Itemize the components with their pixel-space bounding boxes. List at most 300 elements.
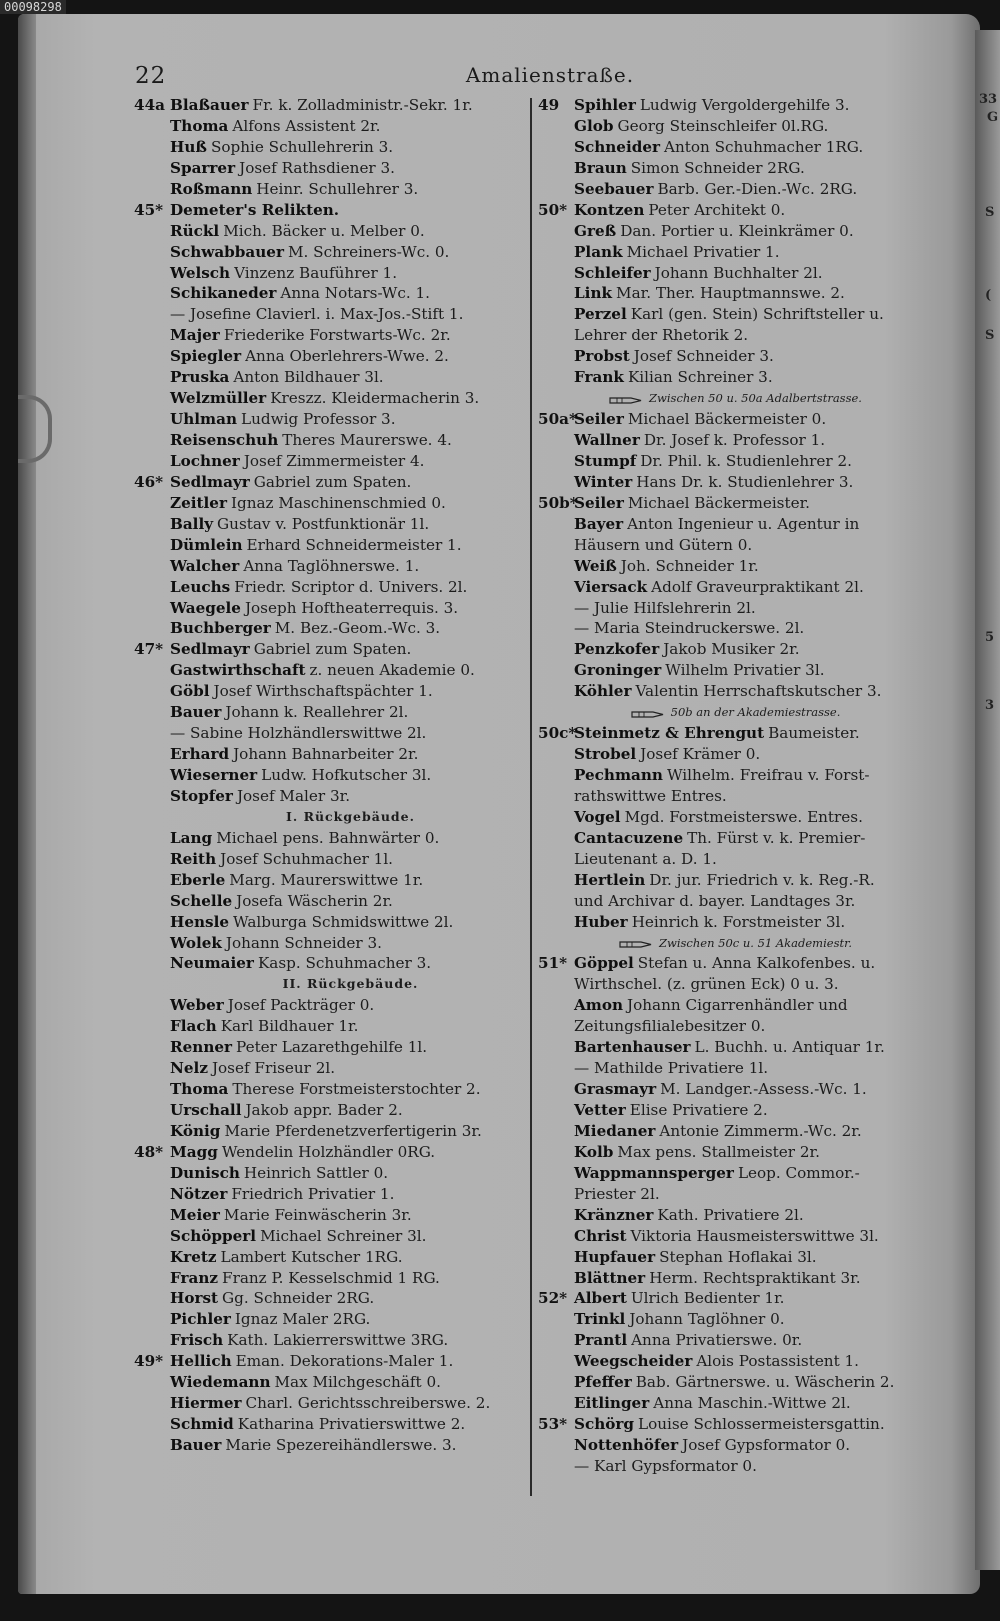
resident-details: Friederike Forstwarts-Wc. 2r.	[223, 326, 451, 345]
resident-details: Kath. Privatiere 2l.	[657, 1205, 804, 1224]
resident-details: Bab. Gärtnerswe. u. Wäscherin 2.	[635, 1373, 895, 1392]
directory-entry	[134, 1309, 527, 1330]
resident-name: Strobel	[574, 745, 637, 764]
directory-entry	[538, 283, 933, 304]
resident-details: Elise Privatiere 2.	[629, 1101, 768, 1119]
resident-details: Johann Buchhalter 2l.	[654, 263, 823, 282]
directory-entry	[538, 598, 933, 619]
resident-name: Nelz	[170, 1059, 208, 1078]
resident-details: Walburga Schmidswittwe 2l.	[233, 912, 454, 931]
directory-entry	[538, 1309, 933, 1330]
right-column	[538, 95, 933, 1477]
resident-name: Huber	[574, 912, 628, 931]
directory-entry	[538, 95, 933, 116]
directory-entry	[134, 1226, 527, 1247]
resident-details: Wilhelm Privatier 3l.	[665, 661, 825, 680]
resident-name: Greß	[574, 221, 617, 240]
resident-details: Michael Bäckermeister 0.	[627, 410, 827, 429]
directory-entry	[538, 493, 933, 514]
directory-entry	[134, 409, 527, 430]
resident-details: Josef Gypsformator 0.	[682, 1436, 851, 1454]
directory-entry	[134, 472, 527, 493]
directory-entry	[134, 1163, 527, 1184]
resident-details: Joseph Hoftheaterrequis. 3.	[244, 598, 459, 617]
resident-name: Probst	[574, 347, 630, 366]
resident-name: Weber	[170, 996, 224, 1015]
directory-entry	[538, 1435, 933, 1456]
directory-entry	[134, 493, 527, 514]
directory-entry	[134, 388, 527, 409]
resident-details: Hans Dr. k. Studienlehrer 3.	[636, 472, 854, 491]
directory-entry	[134, 535, 527, 556]
resident-name: Neumaier	[170, 954, 254, 973]
directory-entry	[134, 1393, 527, 1414]
resident-name: Link	[574, 284, 613, 303]
directory-entry	[134, 346, 527, 367]
directory-entry	[538, 639, 933, 660]
resident-details: Alfons Assistent 2r.	[232, 116, 381, 135]
resident-name: Hupfauer	[574, 1247, 656, 1266]
directory-entry	[134, 1414, 527, 1435]
house-number: 52*	[538, 1289, 568, 1308]
directory-entry	[538, 514, 933, 535]
directory-entry	[538, 535, 933, 556]
resident-details: Eman. Dekorations-Maler 1.	[235, 1352, 454, 1371]
resident-details: Michael Schreiner 3l.	[260, 1226, 427, 1245]
resident-name: Viersack	[574, 577, 648, 596]
scan-id: 00098298	[0, 0, 66, 14]
resident-name: Lochner	[170, 451, 240, 470]
directory-entry	[538, 137, 933, 158]
directory-entry	[538, 304, 933, 325]
margin-char: 33	[979, 92, 998, 107]
directory-entry	[134, 702, 527, 723]
directory-entry	[538, 472, 933, 493]
margin-char: G	[987, 110, 999, 125]
house-number: 47*	[134, 640, 164, 659]
resident-details: Dr. Phil. k. Studienlehrer 2.	[640, 451, 852, 470]
resident-details: Karl Bildhauer 1r.	[220, 1017, 359, 1036]
resident-name: Schörg	[574, 1415, 635, 1434]
resident-details: Alois Postassistent 1.	[696, 1352, 860, 1371]
margin-char: S	[985, 328, 995, 343]
resident-details: Herm. Rechtspraktikant 3r.	[649, 1268, 861, 1287]
resident-details: Johann Schneider 3.	[225, 933, 382, 952]
resident-name: Franz	[170, 1268, 219, 1287]
resident-details: — Mathilde Privatiere 1l.	[574, 1059, 769, 1078]
cross-street-note	[538, 702, 933, 723]
directory-entry	[134, 1184, 527, 1205]
resident-details: Georg Steinschleifer 0l.RG.	[617, 116, 829, 135]
resident-name: Meier	[170, 1205, 220, 1224]
resident-details: Stephan Hoflakai 3l.	[659, 1247, 817, 1266]
section-subheading: I. Rückgebäude.	[286, 808, 415, 824]
resident-details: Peter Architekt 0.	[648, 200, 786, 219]
resident-name: Göbl	[170, 682, 210, 701]
resident-name: Wappmannsperger	[574, 1163, 734, 1182]
resident-details: z. neuen Akademie 0.	[309, 661, 475, 680]
resident-details: — Maria Steindruckerswe. 2l.	[574, 619, 805, 638]
resident-name: Wiedemann	[170, 1373, 271, 1392]
resident-details: Mar. Ther. Hauptmannswe. 2.	[616, 284, 845, 303]
resident-name: Seiler	[574, 410, 624, 429]
directory-entry	[134, 765, 527, 786]
resident-name: Prantl	[574, 1331, 628, 1350]
resident-details: Kasp. Schuhmacher 3.	[257, 954, 432, 973]
resident-name: Thoma	[170, 1080, 229, 1099]
directory-entry	[134, 1205, 527, 1226]
directory-entry	[538, 1163, 933, 1184]
resident-details: Michael Privatier 1.	[626, 242, 780, 261]
house-number: 48*	[134, 1142, 164, 1161]
margin-char: 3	[985, 698, 995, 713]
directory-entry	[134, 1330, 527, 1351]
directory-entry	[538, 660, 933, 681]
resident-name: Magg	[170, 1142, 218, 1161]
directory-entry	[538, 158, 933, 179]
directory-entry	[134, 137, 527, 158]
resident-details: Anna Maschin.-Wittwe 2l.	[653, 1394, 851, 1413]
resident-name: Wolek	[170, 933, 222, 952]
section-subheading: II. Rückgebäude.	[282, 976, 419, 992]
directory-entry	[134, 1121, 527, 1142]
resident-details: Katharina Privatierswittwe 2.	[237, 1415, 466, 1434]
resident-details: Max Milchgeschäft 0.	[274, 1373, 441, 1392]
resident-name: Walcher	[170, 556, 240, 575]
resident-name: Dunisch	[170, 1163, 240, 1182]
resident-details: Anton Schuhmacher 1RG.	[664, 137, 864, 156]
resident-name: Zeitler	[170, 493, 227, 512]
resident-details: M. Schreiners-Wc. 0.	[287, 242, 450, 261]
resident-name: Kontzen	[574, 200, 645, 219]
resident-details: Lieutenant a. D. 1.	[574, 849, 717, 868]
directory-entry	[134, 200, 527, 221]
resident-details: Ignaz Maschinenschmied 0.	[230, 493, 446, 512]
resident-details: Josef Wirthschaftspächter 1.	[213, 682, 433, 701]
resident-details: Peter Lazarethgehilfe 1l.	[236, 1038, 428, 1057]
resident-name: Braun	[574, 158, 627, 177]
directory-entry	[134, 723, 527, 744]
resident-details: Marie Pferdenetzverfertigerin 3r.	[224, 1121, 482, 1140]
directory-entry	[134, 263, 527, 284]
resident-name: Trinkl	[574, 1310, 626, 1329]
resident-name: Urschall	[170, 1101, 242, 1119]
directory-entry	[134, 618, 527, 639]
resident-details: Dan. Portier u. Kleinkrämer 0.	[620, 221, 854, 240]
resident-name: Sedlmayr	[170, 472, 250, 491]
directory-entry	[134, 744, 527, 765]
resident-details: Friedr. Scriptor d. Univers. 2l.	[234, 577, 468, 596]
resident-details: Lehrer der Rhetorik 2.	[574, 326, 749, 345]
resident-name: Winter	[574, 472, 633, 491]
directory-entry	[134, 95, 527, 116]
resident-name: Reisenschuh	[170, 431, 279, 449]
resident-name: Köhler	[574, 682, 632, 701]
house-number: 46*	[134, 472, 164, 491]
resident-details: Gabriel zum Spaten.	[253, 472, 412, 491]
directory-entry	[538, 744, 933, 765]
cross-street-text: Zwischen 50 u. 50a Adalbertstrasse.	[649, 391, 862, 406]
resident-details: Josef Friseur 2l.	[211, 1059, 336, 1078]
cross-street-note	[538, 388, 933, 409]
resident-details: Gustav v. Postfunktionär 1l.	[217, 514, 430, 533]
resident-name: Kolb	[574, 1142, 614, 1161]
house-number: 51*	[538, 954, 568, 973]
resident-details: M. Landger.-Assess.-Wc. 1.	[660, 1080, 867, 1099]
directory-entry	[538, 221, 933, 242]
resident-details: — Sabine Holzhändlerswittwe 2l.	[170, 724, 427, 743]
directory-entry	[538, 409, 933, 430]
directory-entry	[538, 1121, 933, 1142]
resident-details: Joh. Schneider 1r.	[620, 556, 759, 575]
house-number: 53*	[538, 1415, 568, 1434]
resident-name: Bally	[170, 514, 214, 533]
directory-entry	[538, 786, 933, 807]
resident-details: Kath. Lakierrerswittwe 3RG.	[227, 1331, 449, 1350]
directory-entry	[134, 1037, 527, 1058]
resident-name: Blaßauer	[170, 96, 249, 114]
resident-details: Josef Schneider 3.	[633, 347, 774, 366]
resident-details: Viktoria Hausmeisterswittwe 3l.	[630, 1226, 879, 1245]
directory-entry	[134, 577, 527, 598]
resident-name: Dümlein	[170, 535, 243, 554]
resident-name: Nottenhöfer	[574, 1436, 679, 1454]
resident-name: Bauer	[170, 703, 222, 722]
directory-entry	[538, 953, 933, 974]
resident-name: Hiermer	[170, 1394, 242, 1413]
directory-entry	[134, 367, 527, 388]
directory-entry	[134, 870, 527, 891]
resident-name: Rückl	[170, 221, 220, 240]
directory-entry	[134, 158, 527, 179]
directory-entry	[134, 681, 527, 702]
directory-entry	[538, 1184, 933, 1205]
resident-name: Christ	[574, 1226, 627, 1245]
directory-entry	[538, 807, 933, 828]
resident-details: Stefan u. Anna Kalkofenbes. u.	[637, 954, 876, 973]
directory-entry	[538, 1142, 933, 1163]
directory-entry	[538, 912, 933, 933]
resident-details: Louise Schlossermeistersgattin.	[638, 1415, 885, 1434]
resident-name: Kretz	[170, 1247, 217, 1266]
directory-entry	[538, 1372, 933, 1393]
directory-entry	[538, 367, 933, 388]
house-number: 50c*	[538, 724, 577, 743]
resident-details: Wilhelm. Freifrau v. Forst-	[666, 766, 870, 784]
resident-name: Flach	[170, 1017, 217, 1036]
resident-name: Waegele	[170, 598, 241, 617]
directory-entry	[134, 1058, 527, 1079]
resident-name: Eitlinger	[574, 1394, 650, 1413]
resident-name: Schöpperl	[170, 1226, 257, 1245]
resident-details: Johann Cigarrenhändler und	[627, 996, 848, 1015]
directory-entry	[538, 1100, 933, 1121]
resident-details: Gabriel zum Spaten.	[253, 640, 412, 659]
resident-details: Anna Oberlehrers-Wwe. 2.	[245, 347, 449, 366]
resident-details: — Josefine Clavierl. i. Max-Jos.-Stift 1.	[170, 305, 464, 324]
directory-entry	[538, 891, 933, 912]
resident-name: Horst	[170, 1289, 219, 1308]
resident-name: Cantacuzene	[574, 828, 684, 847]
directory-entry	[538, 1247, 933, 1268]
resident-details: und Archivar d. bayer. Landtages 3r.	[574, 891, 856, 910]
resident-details: Josef Krämer 0.	[640, 745, 761, 764]
resident-name: Frisch	[170, 1331, 224, 1350]
directory-entry	[134, 1247, 527, 1268]
resident-name: Stopfer	[170, 786, 233, 805]
resident-name: Uhlman	[170, 410, 238, 429]
directory-entry	[134, 953, 527, 974]
resident-details: — Julie Hilfslehrerin 2l.	[574, 598, 756, 617]
resident-details: Sophie Schullehrerin 3.	[210, 137, 394, 156]
resident-details: Priester 2l.	[574, 1184, 660, 1203]
resident-details: Josef Maler 3r.	[236, 786, 351, 805]
directory-entry	[134, 325, 527, 346]
resident-details: Therese Forstmeisterstochter 2.	[232, 1080, 481, 1099]
page-header	[135, 63, 965, 89]
resident-name: Majer	[170, 326, 220, 345]
directory-entry	[538, 577, 933, 598]
resident-name: Bayer	[574, 514, 624, 533]
resident-details: Th. Fürst v. k. Premier-	[687, 828, 866, 847]
directory-entry	[134, 828, 527, 849]
resident-name: Weegscheider	[574, 1352, 693, 1371]
resident-details: rathswittwe Entres.	[574, 786, 727, 805]
column-divider	[530, 98, 532, 1496]
directory-entry	[134, 430, 527, 451]
resident-details: Franz P. Kesselschmid 1 RG.	[222, 1268, 440, 1287]
resident-name: Welsch	[170, 263, 231, 282]
street-title: Amalienstraße.	[465, 63, 635, 87]
resident-name: Buchberger	[170, 619, 271, 638]
resident-details: Heinr. Schullehrer 3.	[256, 179, 419, 198]
directory-entry	[134, 849, 527, 870]
margin-char: 5	[985, 630, 995, 645]
resident-details: Marie Spezereihändlerswe. 3.	[225, 1436, 457, 1454]
resident-details: Fr. k. Zolladministr.-Sekr. 1r.	[252, 96, 473, 114]
resident-name: Stumpf	[574, 451, 637, 470]
resident-details: Ludwig Professor 3.	[241, 410, 396, 429]
directory-entry	[134, 912, 527, 933]
resident-name: Vogel	[574, 807, 621, 826]
directory-entry	[538, 849, 933, 870]
directory-entry	[538, 1456, 933, 1477]
directory-entry	[538, 263, 933, 284]
resident-details: Johann Taglöhner 0.	[629, 1310, 785, 1329]
resident-details: Anna Taglöhnerswe. 1.	[243, 556, 420, 575]
resident-name: Pechmann	[574, 766, 663, 784]
resident-details: Jakob Musiker 2r.	[663, 640, 800, 659]
resident-name: Penzkofer	[574, 640, 660, 659]
house-number: 49	[538, 96, 560, 114]
directory-entry	[134, 933, 527, 954]
directory-entry	[538, 116, 933, 137]
resident-name: Kränzner	[574, 1205, 654, 1224]
house-number: 44a	[134, 96, 165, 114]
resident-details: Wendelin Holzhändler 0RG.	[221, 1142, 436, 1161]
directory-entry	[538, 556, 933, 577]
directory-entry	[134, 242, 527, 263]
directory-entry	[134, 660, 527, 681]
resident-name: Pfeffer	[574, 1373, 632, 1392]
resident-name: Gastwirthschaft	[170, 661, 306, 680]
directory-entry	[538, 1351, 933, 1372]
directory-entry	[134, 1351, 527, 1372]
resident-details: Heinrich k. Forstmeister 3l.	[631, 912, 846, 931]
resident-name: Vetter	[574, 1101, 626, 1119]
directory-entry	[538, 765, 933, 786]
resident-details: Häusern und Gütern 0.	[574, 535, 753, 554]
resident-details: Johann Bahnarbeiter 2r.	[233, 745, 419, 764]
directory-entry	[538, 974, 933, 995]
resident-details: Wirthschel. (z. grünen Eck) 0 u. 3.	[574, 975, 839, 994]
resident-details: Heinrich Sattler 0.	[243, 1163, 389, 1182]
pointing-hand-icon	[609, 396, 643, 403]
directory-entry	[538, 1016, 933, 1037]
directory-entry	[134, 451, 527, 472]
resident-details: Ignaz Maler 2RG.	[234, 1310, 371, 1329]
directory-entry	[134, 995, 527, 1016]
directory-entry	[538, 618, 933, 639]
resident-details: Theres Maurerswe. 4.	[282, 431, 452, 449]
resident-details: Ulrich Bedienter 1r.	[630, 1289, 785, 1308]
resident-name: Wieserner	[170, 766, 258, 784]
house-number: 49*	[134, 1352, 164, 1371]
resident-name: Seiler	[574, 493, 624, 512]
book-spine	[18, 14, 36, 1594]
directory-entry	[134, 1100, 527, 1121]
directory-entry	[134, 304, 527, 325]
resident-name: Welzmüller	[170, 389, 267, 408]
directory-entry	[538, 1330, 933, 1351]
resident-details: Michael pens. Bahnwärter 0.	[216, 828, 440, 847]
resident-details: Josef Packträger 0.	[227, 996, 375, 1015]
resident-details: Anna Notars-Wc. 1.	[280, 284, 431, 303]
resident-details: Charl. Gerichtsschreiberswe. 2.	[245, 1394, 491, 1413]
resident-details: Mgd. Forstmeisterswe. Entres.	[624, 807, 863, 826]
resident-details: Vinzenz Bauführer 1.	[234, 263, 398, 282]
directory-entry	[538, 995, 933, 1016]
resident-details: Gg. Schneider 2RG.	[222, 1289, 375, 1308]
resident-name: Pichler	[170, 1310, 231, 1329]
directory-entry	[134, 221, 527, 242]
resident-name: Göppel	[574, 954, 634, 973]
resident-details: Max pens. Stallmeister 2r.	[617, 1142, 820, 1161]
cross-street-text: 50b an der Akademiestrasse.	[670, 705, 841, 720]
resident-details: Jakob appr. Bader 2.	[245, 1101, 403, 1119]
resident-details: Friedrich Privatier 1.	[231, 1184, 395, 1203]
resident-name: Erhard	[170, 745, 230, 764]
resident-details: Josefa Wäscherin 2r.	[236, 891, 393, 910]
resident-name: Groninger	[574, 661, 662, 680]
house-number: 50b*	[538, 493, 578, 512]
resident-name: Miedaner	[574, 1121, 656, 1140]
resident-name: Perzel	[574, 305, 627, 324]
resident-details: Karl (gen. Stein) Schriftsteller u.	[630, 305, 884, 324]
resident-details: Simon Schneider 2RG.	[630, 158, 805, 177]
resident-name: Glob	[574, 116, 614, 135]
resident-details: Dr. jur. Friedrich v. k. Reg.-R.	[649, 870, 875, 889]
resident-details: — Karl Gypsformator 0.	[574, 1456, 757, 1475]
directory-entry	[538, 346, 933, 367]
resident-name: Thoma	[170, 116, 229, 135]
directory-entry	[134, 1288, 527, 1309]
directory-entry	[134, 1079, 527, 1100]
resident-details: Dr. Josef k. Professor 1.	[643, 431, 826, 449]
directory-entry	[538, 681, 933, 702]
directory-entry	[134, 1016, 527, 1037]
directory-entry	[538, 1268, 933, 1289]
